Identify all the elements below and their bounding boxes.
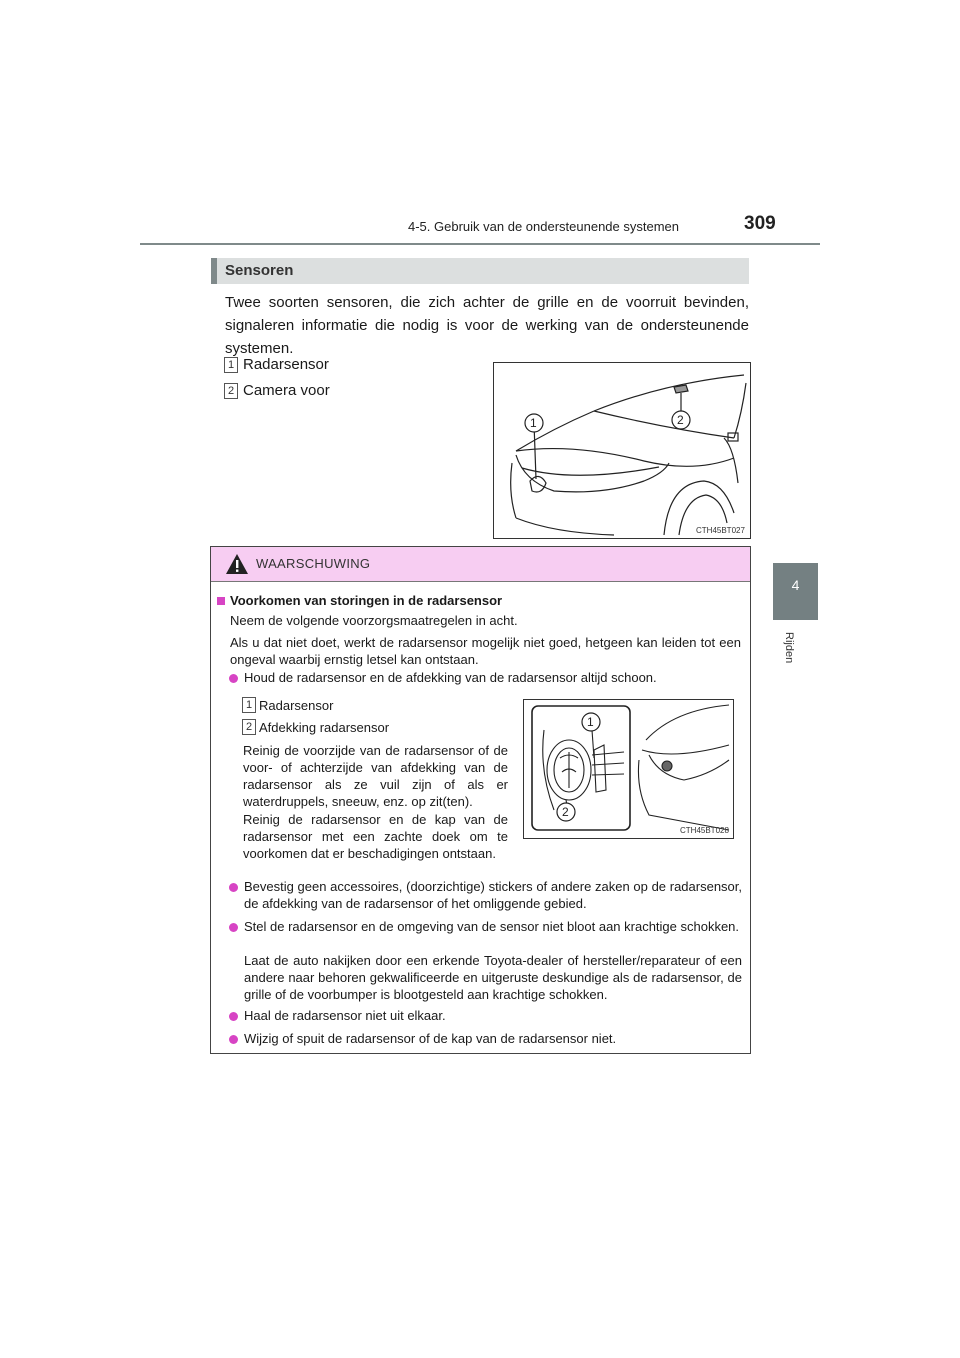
warning-p2: Als u dat niet doet, werkt de radarsensor mogelijk niet goed, hetgeen kan leiden tot een ongeval waarbij ernstig letsel kan ontstaan. [230,635,741,667]
radar-sensor-illustration [523,699,734,839]
warn-item-number-2: 2 [242,719,256,735]
bullet-text-1: Houd de radarsensor en de afdekking van de radarsensor altijd schoon. [244,670,657,685]
bullet-text-5: Wijzig of spuit de radarsensor of de kap van de radarsensor niet. [244,1031,617,1046]
bullet-text-4: Haal de radarsensor niet uit elkaar. [244,1008,446,1023]
chapter-tab[interactable]: 4 [773,563,818,620]
bullet-dot-2 [229,883,238,892]
header-rule [140,243,820,245]
bullet-text-3a: Stel de radarsensor en de omgeving van de sensor niet bloot aan krachtige schokken. [244,919,740,934]
sensors-intro: Twee soorten sensoren, die zich achter de grille en de voorruit bevinden, signaleren informatie die nodig is voor de werking van de ondersteunende systemen. [225,294,749,357]
bullet-dot-3 [229,923,238,932]
warning-header [211,547,750,582]
car-front-drawing [494,363,750,538]
item-label-camera: Camera voor [243,382,330,399]
callout-number-2: 2 [677,413,684,427]
warning-title: WAARSCHUWING [256,556,371,571]
figure-code: CTH45BT027 [696,526,745,535]
bullet-dot-1 [229,674,238,683]
chapter-label: Rijden [783,632,795,664]
car-front-illustration [493,362,751,539]
section-title: 4-5. Gebruik van de ondersteunende systemen [408,219,680,234]
bullet-dot-4 [229,1012,238,1021]
bullet-text-3b: Laat de auto nakijken door een erkende Toyota-dealer of hersteller/reparateur of een andere naar behoren gekwalificeerde en uitgeruste deskundige als de radarsensor, de grille of de voorbumper is blootgesteld aan krachtige schokken. [244,953,742,1002]
heading-square-icon [217,597,225,605]
warn-item-number-1: 1 [242,697,256,713]
warn-callout-number-1: 1 [587,715,594,729]
warn-item-label-2: Afdekking radarsensor [259,720,390,735]
warning-heading: Voorkomen van storingen in de radarsensor [230,593,503,608]
section-header-title: Sensoren [225,262,294,279]
bullet-dot-5 [229,1035,238,1044]
clean-text-1: Reinig de voorzijde van de radarsensor of de voor- of achterzijde van afdekking van de radarsensor als ze vuil zijn of als er waterdruppels, sneeuw, enz. op zit(ten). [243,743,508,809]
section-header-sensors [211,258,749,284]
item-number-1: 1 [224,357,238,373]
bullet-text-2: Bevestig geen accessoires, (doorzichtige) stickers of andere zaken op de radarsensor, de afdekking van de radarsensor of het omliggende gebied. [244,879,742,911]
callout-number-1: 1 [530,416,537,430]
warning-box [210,546,751,1054]
item-number-2: 2 [224,383,238,399]
item-label-radarsensor: Radarsensor [243,356,329,373]
warn-callout-number-2: 2 [562,805,569,819]
section-header-bar [211,258,217,284]
radar-sensor-drawing [524,700,733,838]
warning-triangle-icon [225,553,249,575]
warn-figure-code: CTH45BT028 [680,826,729,835]
warning-p1: Neem de volgende voorzorgsmaatregelen in acht. [230,613,518,628]
warn-item-label-1: Radarsensor [259,698,334,713]
page-number: 309 [744,213,776,234]
clean-text-2: Reinig de radarsensor en de kap van de radarsensor met een zachte doek om te voorkomen dat er beschadigingen ontstaan. [243,812,508,861]
